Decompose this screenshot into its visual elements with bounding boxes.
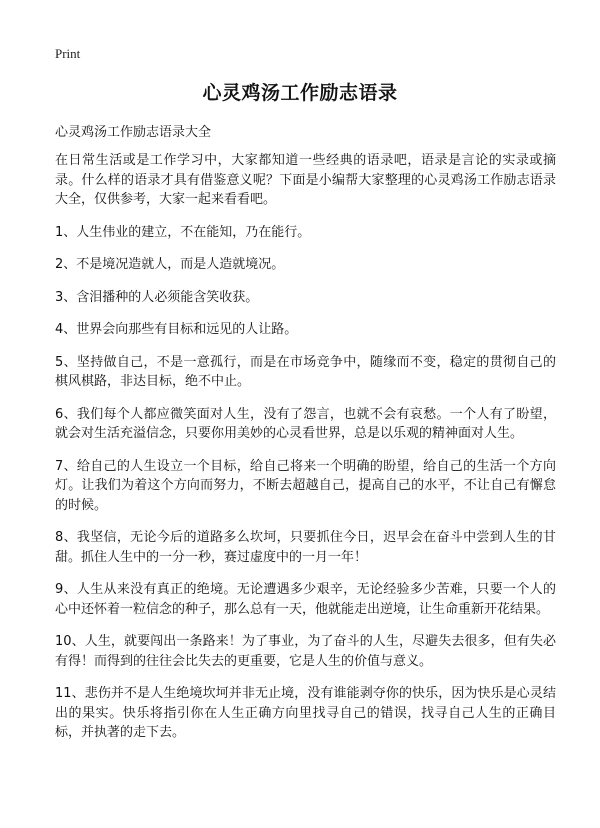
page-subtitle: 心灵鸡汤工作励志语录大全 [55,125,212,140]
quote-item: 5、坚持做自己，不是一意孤行，而是在市场竞争中，随缘而不变，稳定的贯彻自己的棋风棋路，非达目标，绝不中止。 [55,354,556,389]
quote-item: 3、含泪播种的人必须能含笑收获。 [55,289,259,305]
article-body [55,151,556,756]
quote-item: 9、人生从来没有真正的绝境。无论遭遇多少艰辛，无论经验多少苦难，只要一个人的心中还怀着一粒信念的种子，那么总有一天，他就能走出逆境，让生命重新开花结果。 [55,582,556,617]
quote-item: 8、我坚信，无论今后的道路多么坎坷，只要抓住今日，迟早会在奋斗中尝到人生的甘甜。抓住人生中的一分一秒，赛过虚度中的一月一年！ [55,530,556,565]
intro-paragraph: 在日常生活或是工作学习中，大家都知道一些经典的语录吧，语录是言论的实录或摘录。什么样的语录才具有借鉴意义呢？下面是小编帮大家整理的心灵鸡汤工作励志语录大全，仅供参考，大家一起来看看吧。 [55,153,556,207]
quote-item: 2、不是境况造就人，而是人造就境况。 [55,257,285,272]
quote-item: 1、人生伟业的建立，不在能知，乃在能行。 [55,224,311,240]
quote-item: 11、悲伤并不是人生绝境坎坷并非无止境，没有谁能剥夺你的快乐，因为快乐是心灵结出的果实。快乐将指引你在人生正确方向里找寻自己的错误，找寻自己人生的正确目标，并执著的走下去。 [55,686,556,740]
print-link[interactable]: Print [55,46,81,61]
quote-item: 10、人生，就要闯出一条路来！为了事业，为了奋斗的人生，尽避失去很多，但有失必有得！而得到的往往会比失去的更重要，它是人生的价值与意义。 [55,634,556,669]
page-title: 心灵鸡汤工作励志语录 [202,82,398,104]
quote-item: 6、我们每个人都应微笑面对人生，没有了怨言，也就不会有哀愁。一个人有了盼望，就会对生活充溢信念，只要你用美妙的心灵看世界，总是以乐观的精神面对人生。 [55,406,556,441]
quote-item: 4、世界会向那些有目标和远见的人让路。 [55,322,298,337]
quote-item: 7、给自己的人生设立一个目标，给自己将来一个明确的盼望，给自己的生活一个方向灯。让我们为着这个方向而努力，不断去超越自己，提高自己的水平，不让自己有懈怠的时候。 [55,458,556,513]
